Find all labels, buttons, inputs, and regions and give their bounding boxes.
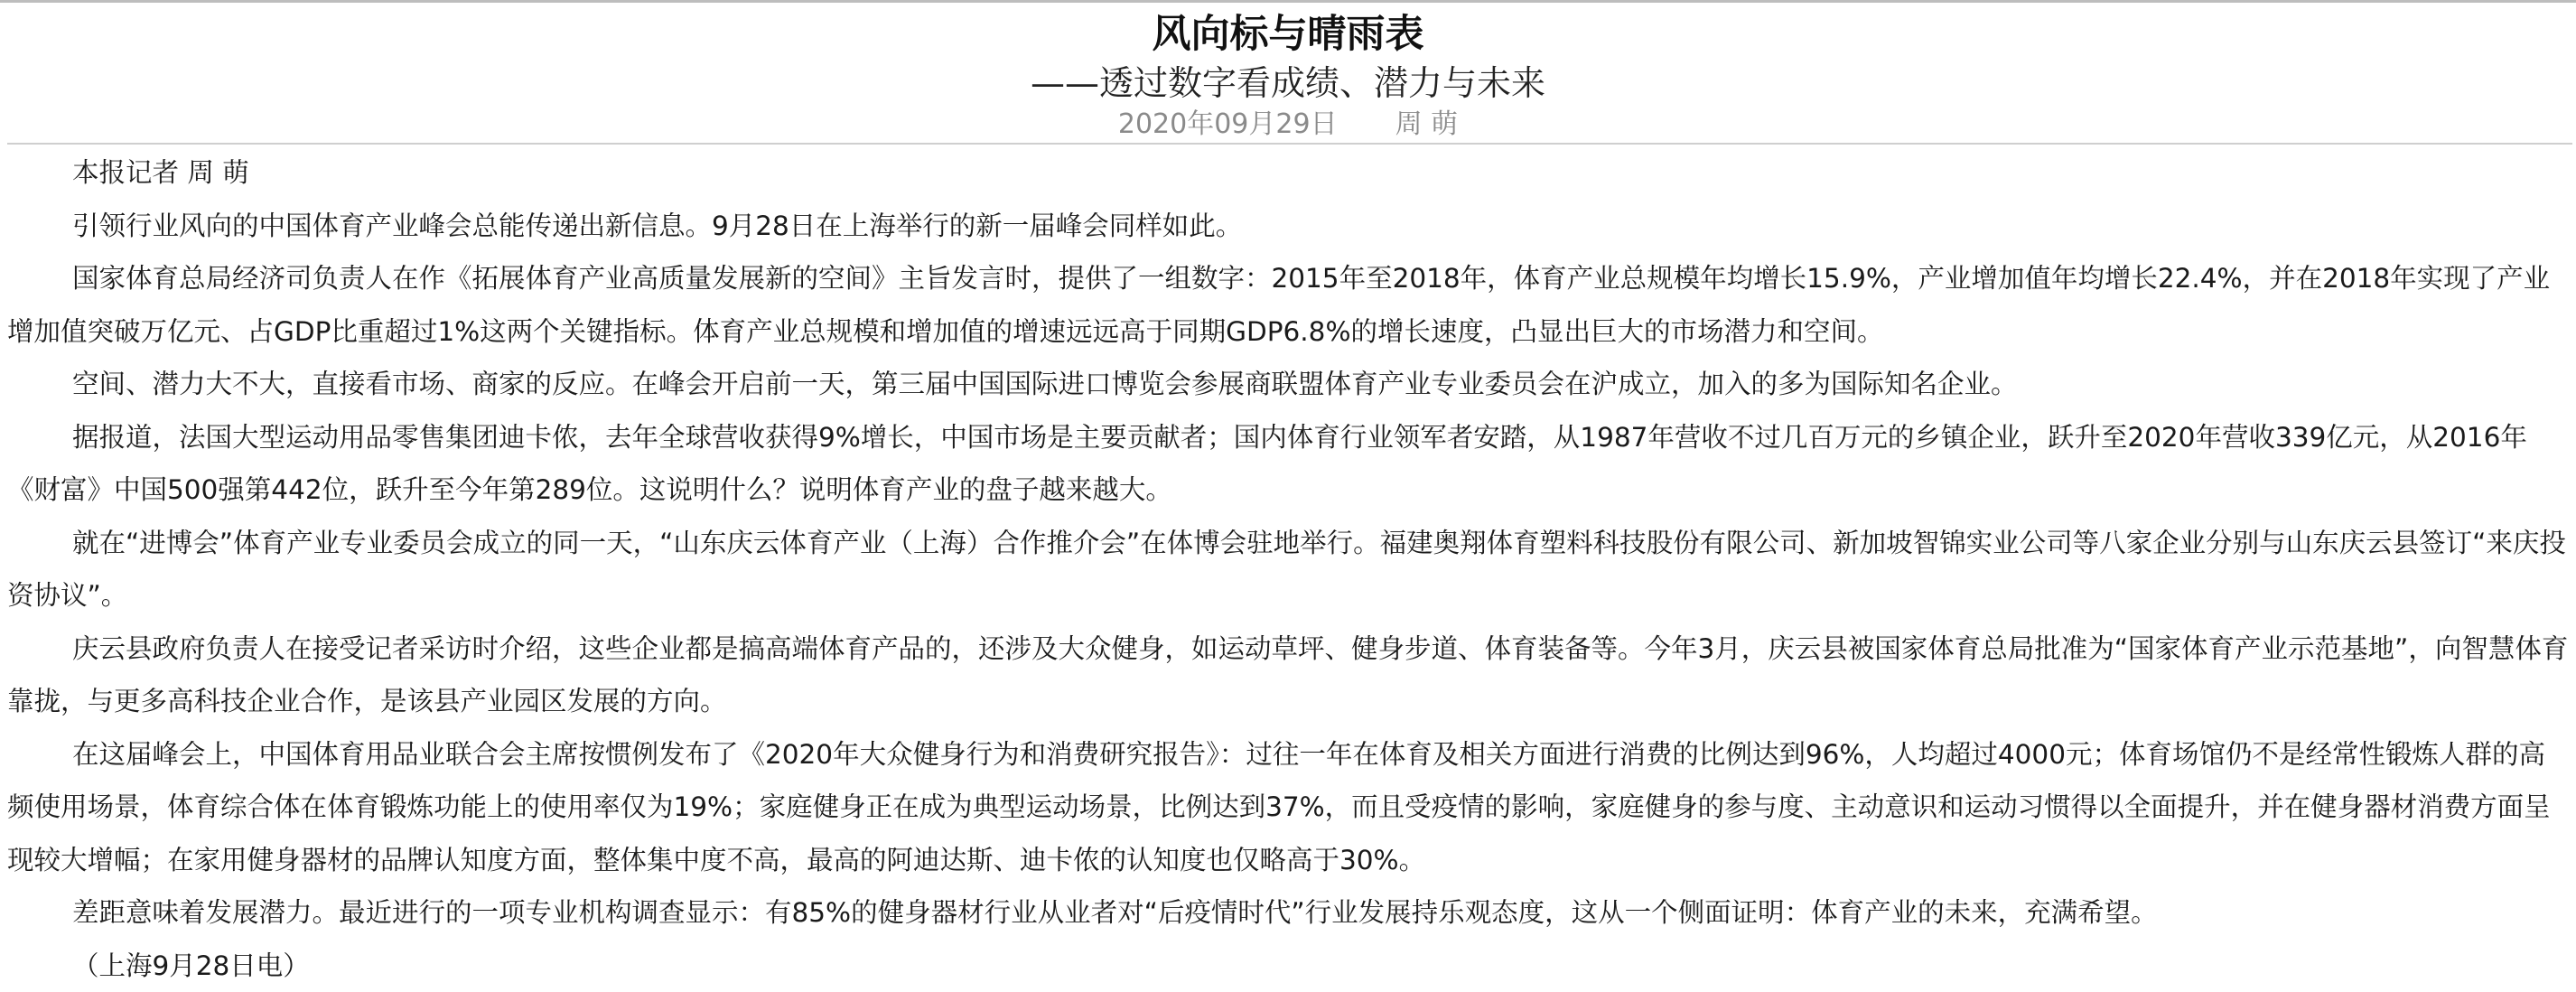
paragraph: 就在“进博会”体育产业专业委员会成立的同一天，“山东庆云体育产业（上海）合作推介会”在体博会驻地举行。福建奥翔体育塑料科技股份有限公司、新加坡智锦实业公司等八家企业分别与山东庆云县签订“来庆投资协议”。 xyxy=(7,517,2569,622)
article-body xyxy=(7,146,2569,992)
paragraph: 引领行业风向的中国体育产业峰会总能传递出新信息。9月28日在上海举行的新一届峰会同样如此。 xyxy=(7,200,2569,253)
publish-date: 2020年09月29日 xyxy=(1118,108,1338,140)
byline-author: 周 萌 xyxy=(1395,108,1459,140)
article-meta xyxy=(0,105,2576,145)
article-header xyxy=(0,7,2576,145)
article-subtitle: ——透过数字看成绩、潜力与未来 xyxy=(0,61,2576,105)
paragraph: 在这届峰会上，中国体育用品业联合会主席按惯例发布了《2020年大众健身行为和消费研究报告》：过往一年在体育及相关方面进行消费的比例达到96%，人均超过4000元；体育场馆仍不是经常性锻炼人群的高频使用场景，体育综合体在体育锻炼功能上的使用率仅为19%；家庭健身正在成为典型运动场景，比例达到37%，而且受疫情的影响，家庭健身的参与度、主动意识和运动习惯得以全面提升，并在健身器材消费方面呈现较大增幅；在家用健身器材的品牌认知度方面，整体集中度不高，最高的阿迪达斯、迪卡侬的认知度也仅略高于30%。 xyxy=(7,728,2569,887)
paragraph: 据报道，法国大型运动用品零售集团迪卡侬，去年全球营收获得9%增长，中国市场是主要贡献者；国内体育行业领军者安踏，从1987年营收不过几百万元的乡镇企业，跃升至2020年营收339亿元，从2016年《财富》中国500强第442位，跃升至今年第289位。这说明什么？说明体育产业的盘子越来越大。 xyxy=(7,411,2569,517)
paragraph: 庆云县政府负责人在接受记者采访时介绍，这些企业都是搞高端体育产品的，还涉及大众健身，如运动草坪、健身步道、体育装备等。今年3月，庆云县被国家体育总局批准为“国家体育产业示范基地”，向智慧体育靠拢，与更多高科技企业合作，是该县产业园区发展的方向。 xyxy=(7,622,2569,728)
byline: 本报记者 周 萌 xyxy=(7,146,2569,200)
header-divider xyxy=(7,143,2572,145)
dateline: （上海9月28日电） xyxy=(7,940,2569,992)
article-title: 风向标与晴雨表 xyxy=(0,7,2576,61)
paragraph: 空间、潜力大不大，直接看市场、商家的反应。在峰会开启前一天，第三届中国国际进口博览会参展商联盟体育产业专业委员会在沪成立，加入的多为国际知名企业。 xyxy=(7,358,2569,411)
paragraph: 差距意味着发展潜力。最近进行的一项专业机构调查显示：有85%的健身器材行业从业者对“后疫情时代”行业发展持乐观态度，这从一个侧面证明：体育产业的未来，充满希望。 xyxy=(7,886,2569,940)
paragraph: 国家体育总局经济司负责人在作《拓展体育产业高质量发展新的空间》主旨发言时，提供了一组数字：2015年至2018年，体育产业总规模年均增长15.9%，产业增加值年均增长22.4%，并在2018年实现了产业增加值突破万亿元、占GDP比重超过1%这两个关键指标。体育产业总规模和增加值的增速远远高于同期GDP6.8%的增长速度，凸显出巨大的市场潜力和空间。 xyxy=(7,252,2569,358)
top-rule xyxy=(0,0,2576,3)
